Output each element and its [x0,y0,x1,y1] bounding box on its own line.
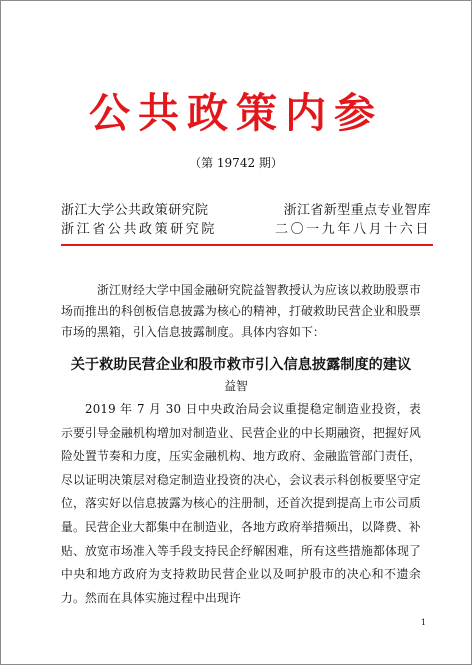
publisher-name-1: 浙江大学公共政策研究院 [61,203,209,218]
think-tank-label: 浙江省新型重点专业智库 [283,203,431,218]
body-paragraph: 2019 年 7 月 30 日中央政治局会议重提稳定制造业投资，表示要引导金融机构增加对制造业、民营企业的中长期融资，把握好风险处置节奏和力度，压实金融机构、地方政府、金融监管部门责任，尽以证明决策层对稳定制造业投资的决心，会议表示科创板要坚守定位，落实好以信息披露为核心的注册制，还首次提到提高上市公司质量。民营企业大都集中在制造业，各地方政府举措频出，以降费、补贴、放宽市场准入等手段支持民企纾解困难，所有这些措施都体现了中央和地方政府为支持救助民营企业以及呵护股市的决心和不遗余力。然而在具体实施过程中出现许 [61,402,421,605]
issue-number: （第 19742 期） [189,156,283,170]
publisher-name-2: 浙江省公共政策研究院 [61,222,218,237]
article-heading: 关于救助民营企业和股市救市引入信息披露制度的建议 [70,357,412,373]
article-author: 益智 [224,379,248,393]
publish-date: 二〇一九年八月十六日 [274,222,431,237]
header-divider [61,244,433,246]
intro-paragraph: 浙江财经大学中国金融研究院益智教授认为应该以救助股票市场而推出的科创板信息披露为核心的精神，打破救助民营企业和股票市场的黑箱，引入信息披露制度。具体内容如下： [61,283,421,339]
publisher-line-1 [61,201,431,221]
page-number: 1 [420,618,426,627]
publisher-line-2 [61,220,431,240]
document-title: 公共政策内参 [89,89,383,137]
